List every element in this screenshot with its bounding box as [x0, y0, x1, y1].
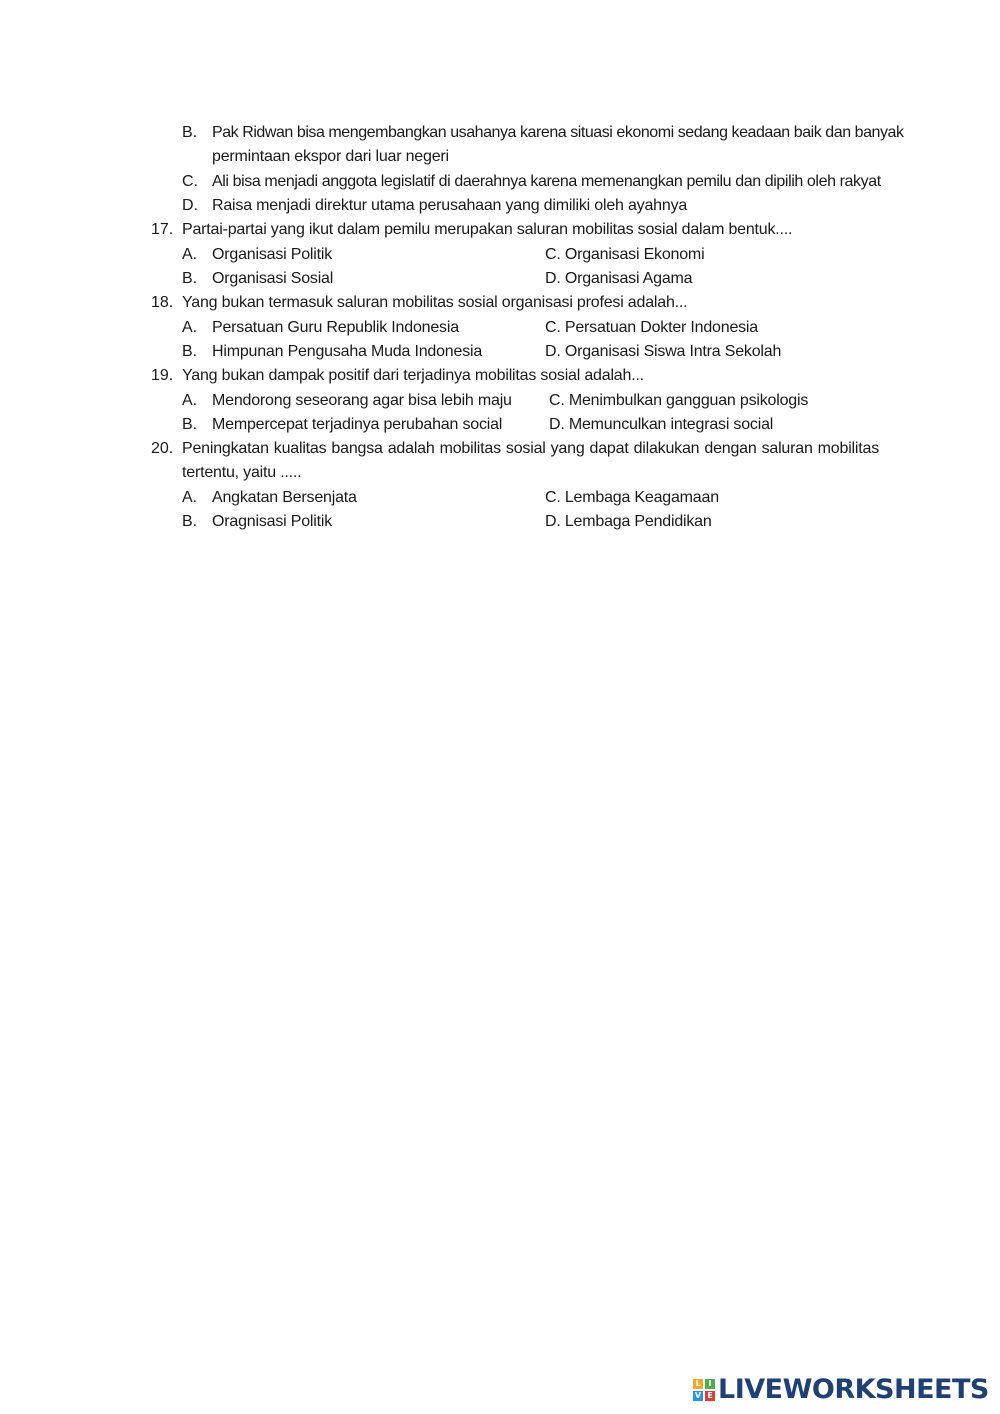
logo-letter-l: L — [693, 1379, 703, 1389]
logo-text: LIVEWORKSHEETS — [718, 1374, 989, 1405]
option-a-label: A. — [182, 319, 198, 336]
option-c: C. Menimbulkan gangguan psikologis — [549, 392, 809, 409]
option-text: Raisa menjadi direktur utama perusahaan yang dimiliki oleh ayahnya — [212, 197, 688, 214]
question-text: Partai-partai yang ikut dalam pemilu merupakan saluran mobilitas sosial dalam bentuk.... — [182, 221, 793, 238]
option-a: Organisasi Politik — [212, 246, 333, 263]
option-d: D. Organisasi Agama — [545, 270, 693, 287]
option-d: D. Lembaga Pendidikan — [545, 513, 712, 530]
question-number: 17. — [151, 221, 174, 238]
option-b: Mempercepat terjadinya perubahan social — [212, 416, 503, 433]
question-text-continued: tertentu, yaitu ..... — [182, 464, 302, 481]
logo-letter-v: V — [694, 1391, 702, 1400]
option-b-label: B. — [182, 416, 198, 433]
liveworksheets-logo[interactable] — [693, 1376, 989, 1404]
option-c: C. Organisasi Ekonomi — [545, 246, 705, 263]
option-a-label: A. — [182, 246, 198, 263]
option-a: Mendorong seseorang agar bisa lebih maju — [212, 392, 512, 409]
option-a-label: A. — [182, 392, 198, 409]
option-c: C. Lembaga Keagamaan — [545, 489, 719, 506]
question-text: Yang bukan dampak positif dari terjadinya mobilitas sosial adalah... — [182, 367, 644, 384]
option-text-continued: permintaan ekspor dari luar negeri — [212, 148, 449, 165]
option-text: Pak Ridwan bisa mengembangkan usahanya karena situasi ekonomi sedang keadaan baik dan banyak — [212, 124, 904, 141]
option-b: Organisasi Sosial — [212, 270, 334, 287]
option-label: B. — [182, 124, 198, 141]
option-a-label: A. — [182, 489, 198, 506]
option-a: Persatuan Guru Republik Indonesia — [212, 319, 459, 336]
option-label: D. — [182, 197, 198, 214]
question-number: 20. — [151, 440, 174, 457]
option-a: Angkatan Bersenjata — [212, 489, 357, 506]
logo-letter-i: I — [705, 1379, 715, 1389]
question-number: 18. — [151, 294, 174, 311]
option-d: D. Memunculkan integrasi social — [549, 416, 774, 433]
option-b: Himpunan Pengusaha Muda Indonesia — [212, 343, 483, 360]
logo-grid-icon — [693, 1379, 715, 1401]
option-b-label: B. — [182, 270, 198, 287]
option-c: C. Persatuan Dokter Indonesia — [545, 319, 758, 336]
option-b: Oragnisasi Politik — [212, 513, 333, 530]
option-text: Ali bisa menjadi anggota legislatif di daerahnya karena memenangkan pemilu dan dipilih oleh rakyat — [212, 173, 881, 190]
option-b-label: B. — [182, 343, 198, 360]
option-label: C. — [182, 173, 198, 190]
question-number: 19. — [151, 367, 174, 384]
question-text: Yang bukan termasuk saluran mobilitas sosial organisasi profesi adalah... — [182, 294, 688, 311]
question-text: Peningkatan kualitas bangsa adalah mobilitas sosial yang dapat dilakukan dengan saluran mobilitas — [182, 440, 879, 457]
option-d: D. Organisasi Siswa Intra Sekolah — [545, 343, 782, 360]
logo-letter-e: E — [705, 1391, 715, 1401]
option-b-label: B. — [182, 513, 198, 530]
